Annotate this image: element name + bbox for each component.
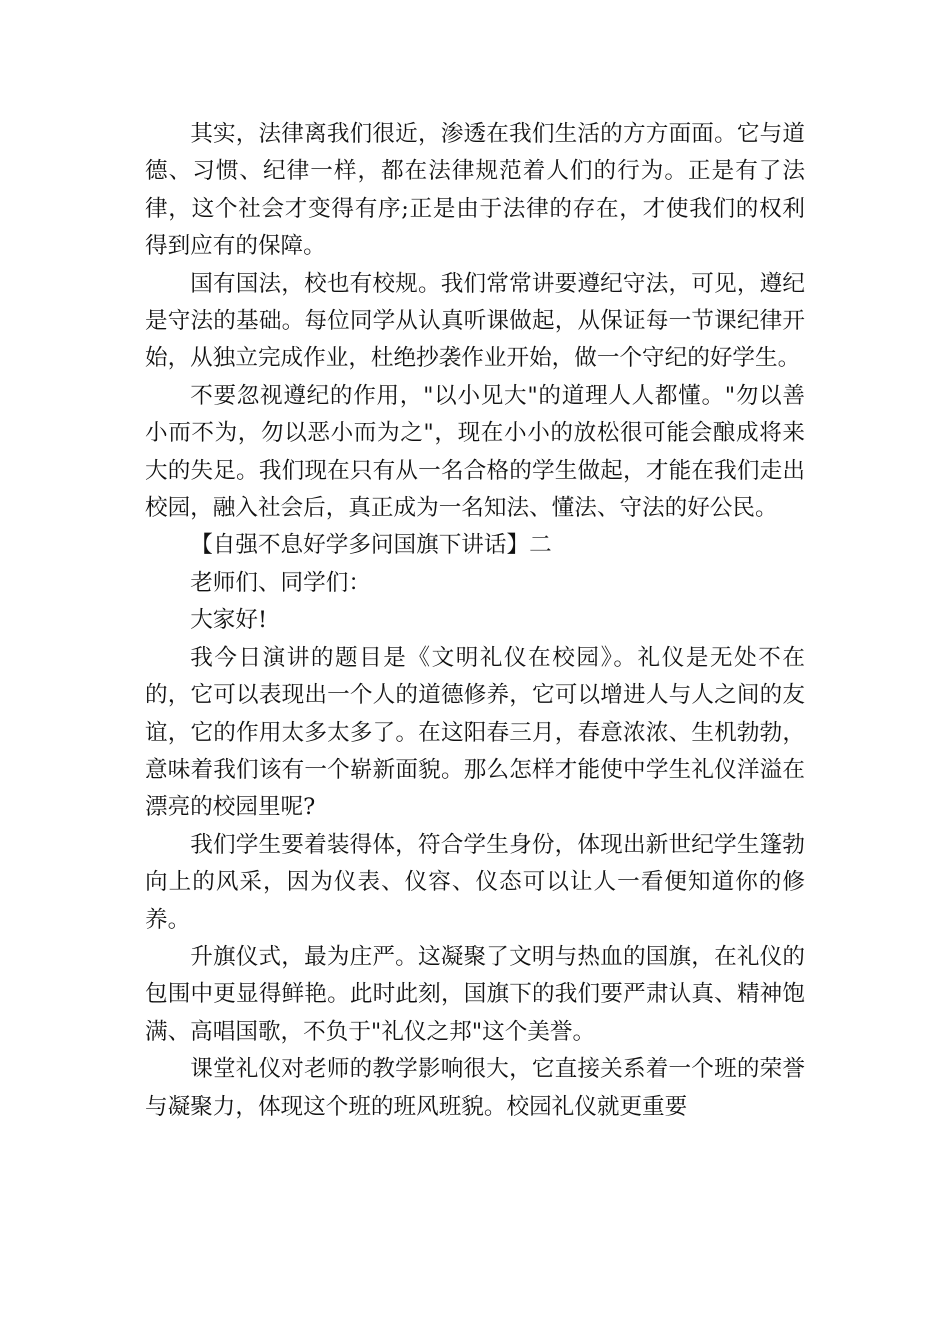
paragraph-discipline-role: 不要忽视遵纪的作用，"以小见大"的道理人人都懂。"勿以善小而不为，勿以恶小而为之"，现在小小的放松很可能会酿成将来大的失足。我们现在只有从一名合格的学生做起，才能在我们走出校园，融入社会后，真正成为一名知法、懂法、守法的好公民。: [145, 382, 805, 522]
greeting: 大家好!: [190, 607, 268, 634]
salutation: 老师们、同学们：: [190, 569, 371, 596]
document-body: [145, 116, 805, 1126]
paragraph-dress: 我们学生要着装得体，符合学生身份，体现出新世纪学生篷勃向上的风采，因为仪表、仪容、仪态可以让人一看便知道你的修养。: [145, 831, 805, 933]
section-heading: 【自强不息好学多问国旗下讲话】二: [190, 532, 552, 559]
paragraph-school-rules: 国有国法，校也有校规。我们常常讲要遵纪守法，可见，遵纪是守法的基础。每位同学从认真听课做起，从保证每一节课纪律开始，从独立完成作业，杜绝抄袭作业开始，做一个守纪的好学生。: [145, 270, 805, 372]
paragraph-classroom-etiquette: 课堂礼仪对老师的教学影响很大，它直接关系着一个班的荣誉与凝聚力，体现这个班的班风班貌。校园礼仪就更重要: [145, 1056, 805, 1120]
paragraph-speech-topic: 我今日演讲的题目是《文明礼仪在校园》。礼仪是无处不在的，它可以表现出一个人的道德修养，它可以增进人与人之间的友谊，它的作用太多太多了。在这阳春三月，春意浓浓、生机勃勃，意味着我们该有一个崭新面貌。那么怎样才能使中学生礼仪洋溢在漂亮的校园里呢?: [145, 644, 805, 821]
paragraph-law-near: 其实，法律离我们很近，渗透在我们生活的方方面面。它与道德、习惯、纪律一样，都在法律规范着人们的行为。正是有了法律，这个社会才变得有序;正是由于法律的存在，才使我们的权利得到应有的保障。: [145, 121, 805, 260]
paragraph-flag-ceremony: 升旗仪式，最为庄严。这凝聚了文明与热血的国旗，在礼仪的包围中更显得鲜艳。此时此刻，国旗下的我们要严肃认真、精神饱满、高唱国歌，不负于"礼仪之邦"这个美誉。: [145, 943, 805, 1045]
